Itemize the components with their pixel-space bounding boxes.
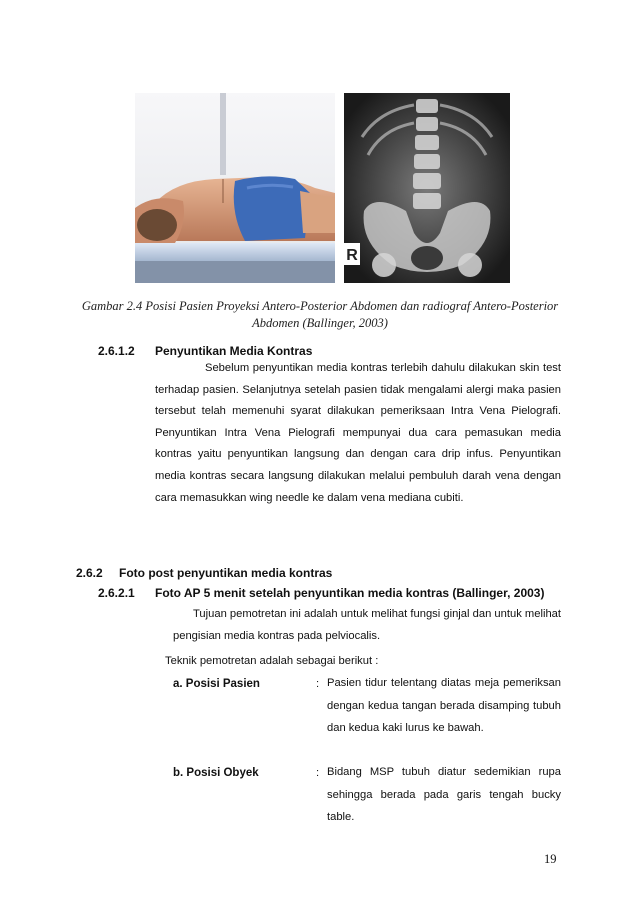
- item-label-posisi-obyek: b. Posisi Obyek: [173, 767, 259, 779]
- figure-caption: Gambar 2.4 Posisi Pasien Proyeksi Antero-Posterior Abdomen dan radiograf Antero-Posterior Abdomen (Ballinger, 2003): [81, 299, 559, 330]
- section-2621-number: 2.6.2.1: [98, 586, 135, 600]
- section-2621-title: Foto AP 5 menit setelah penyuntikan media kontras: [155, 586, 450, 600]
- item-colon: :: [316, 678, 320, 690]
- technique-intro: Teknik pemotretan adalah sebagai berikut :: [165, 655, 379, 667]
- item-value-posisi-pasien: Pasien tidur telentang diatas meja pemeriksan dengan kedua tangan berada disamping tubuh dan kedua kaki lurus ke bawah.: [327, 677, 561, 734]
- page-number: 19: [544, 852, 557, 866]
- section-2612-title: Penyuntikan Media Kontras: [155, 344, 313, 358]
- xray-marker-label: R: [346, 247, 358, 264]
- item-value-posisi-obyek: Bidang MSP tubuh diatur sedemikian rupa sehingga berada pada garis tengah bucky table.: [327, 766, 561, 823]
- section-2612-number: 2.6.1.2: [98, 344, 135, 358]
- section-2621-paragraph: Tujuan pemotretan ini adalah untuk melihat fungsi ginjal dan untuk melihat pengisian media kontras pada pelviocalis.: [173, 608, 561, 642]
- item-colon: :: [316, 767, 320, 779]
- patient-position-photo: [135, 93, 335, 283]
- section-2612-paragraph: Sebelum penyuntikan media kontras terlebih dahulu dilakukan skin test terhadap pasien. Selanjutnya setelah pasien tidak mengalami alergi maka pasien tersebut telah memenuhi syarat dilakukan pemeriksaan Intra Vena Pielografi. Penyuntikan Intra Vena Pielografi mempunyai dua cara pemasukan media kontras yaitu penyuntikan langsung dan dengan cara drip infus. Penyuntikan media kontras secara langsung dilakukan melalui pembuluh darah vena dengan cara memasukkan wing needle ke dalam vena mediana cubiti.: [155, 362, 561, 504]
- section-262-title: Foto post penyuntikan media kontras: [119, 566, 333, 580]
- section-2621-citation: (Ballinger, 2003): [452, 586, 545, 600]
- item-label-posisi-pasien: a. Posisi Pasien: [173, 678, 260, 690]
- ap-abdomen-radiograph: [344, 93, 510, 283]
- section-262-number: 2.6.2: [76, 566, 103, 580]
